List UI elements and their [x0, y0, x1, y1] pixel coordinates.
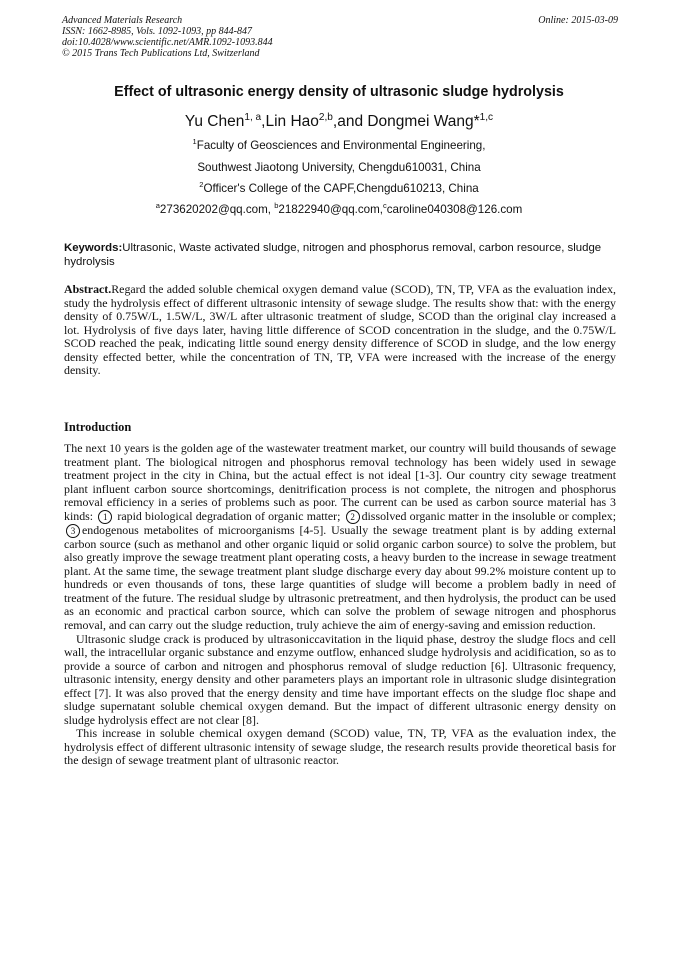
email-line: [0, 203, 678, 216]
abstract: [64, 283, 616, 378]
copyright-line: © 2015 Trans Tech Publications Ltd, Switzerland: [62, 48, 260, 59]
affiliation-2: [0, 182, 678, 195]
author-affil-mark: 2,b: [318, 111, 333, 123]
affiliation-1-line-2: Southwest Jiaotong University, Chengdu610031, China: [197, 161, 481, 174]
circled-number: 2: [346, 510, 360, 524]
introduction-heading: Introduction: [64, 420, 132, 434]
author-name: ,and Dongmei Wang*: [332, 113, 480, 130]
email-mark: a: [155, 201, 160, 211]
author-name: Yu Chen: [184, 113, 245, 130]
paragraph-text: endogenous metabolites of microorganisms [4-5]. Usually the sewage treatment plant is by adding external carbon source (such as methanol and other organic liquid or solid organic carbon source) to solve the problem, but also greatly improve the sewage treatment plant operating costs, a heavy burden to the increase in sewage treatment plant. At the same time, the sewage treatment plant sludge discharge every day about 99.2% moisture content up to hundreds or even thousands of tons, these large quantities of sludge will become a problem badly in need of treatment of the future. The residual sludge by ultrasonic pretreatment, and then hydrolysis, the product can be used as an economic and practical carbon source, which can solve the problem of sewage nitrogen and phosphorus removal, and can carry out the sludge reduction, truly achieve the aim of energy-saving and emission reduction.: [64, 522, 616, 633]
intro-paragraph-2: Ultrasonic sludge crack is produced by ultrasoniccavitation in the liquid phase, destroy the sludge flocs and cell wall, the intracellular organic substance and enzyme outflow, enhanced sludge hydrolysis and acidification, so as to provide a source of carbon and nitrogen and phosphorus removal of sludge reduction [6]. Ultrasonic frequency, ultrasonic intensity, energy density and other parameters plays an important role in ultrasonic sludge disintegration effect [7]. It was also proved that the energy density and time have important effects on the sludge floc shape and sludge supernatant soluble chemical oxygen demand. But the impact of different ultrasonic energy density on sludge hydrolysis effect are not clear [8].: [64, 631, 616, 727]
online-date: Online: 2015-03-09: [538, 15, 618, 26]
circled-number: 1: [98, 510, 112, 524]
journal-name: Advanced Materials Research: [62, 15, 183, 26]
journal-header: [62, 15, 618, 59]
email-b: 21822940@qq.com,: [278, 203, 383, 216]
affil-mark: 2: [199, 180, 204, 190]
affil-text: Faculty of Geosciences and Environmental Engineering,: [196, 139, 486, 152]
affiliation-1-line-1: [0, 139, 678, 152]
introduction-body: [64, 442, 616, 768]
email-mark: c: [382, 201, 387, 211]
circled-number: 3: [66, 524, 80, 538]
email-mark: b: [274, 201, 279, 211]
issn-line: ISSN: 1662-8985, Vols. 1092-1093, pp 844-847: [62, 26, 252, 37]
author-affil-mark: 1, a: [244, 111, 262, 123]
author-name: ,Lin Hao: [261, 113, 319, 130]
author-affil-mark: 1,c: [479, 111, 494, 123]
email-a: 273620202@qq.com,: [159, 203, 275, 216]
abstract-text: Regard the added soluble chemical oxygen demand value (SCOD), TN, TP, VFA as the evaluation index, study the hydrolysis effect of different ultrasonic intensity of sewage sludge. The results show that: with the energy density of 0.75W/L, 1.5W/L, 3W/L after ultrasonic treatment of sludge, SCOD than the original clay increased a lot. Hydrolysis of five days later, having little difference of SCOD concentration in the sludge, and the 0.75W/L SCOD reached the peak, indicating little sound energy density difference of SCOD in sludge, and the low energy density effected better, while the concentration of TN, TP, VFA were increased with the increase of the energy density.: [64, 282, 616, 378]
affil-mark: 1: [192, 137, 197, 147]
keywords: [64, 241, 616, 269]
keywords-text: Ultrasonic, Waste activated sludge, nitrogen and phosphorus removal, carbon resource, sludge hydrolysis: [64, 242, 602, 268]
abstract-label: Abstract.: [64, 282, 112, 296]
paper-title: Effect of ultrasonic energy density of ultrasonic sludge hydrolysis: [114, 84, 564, 100]
intro-paragraph-1: [64, 442, 616, 633]
affil-text: Officer's College of the CAPF,Chengdu610213, China: [203, 182, 479, 195]
author-list: [0, 113, 678, 131]
intro-paragraph-3: This increase in soluble chemical oxygen demand (SCOD) value, TN, TP, VFA as the evaluation index, the hydrolysis effect of different ultrasonic intensity of sewage sludge, the research results provide theoretical basis for the design of sewage treatment plant of ultrasonic reactor.: [64, 726, 616, 768]
paragraph-text: The next 10 years is the golden age of the wastewater treatment market, our country will build thousands of sewage treatment plant. The biological nitrogen and phosphorus removal technology has been widely used in sewage treatment project in the city in China, but the actual effect is not ideal [1-3]. Our country city sewage treatment plant influent carbon source shortcomings, denitrification process is not complete, the nitrogen and phosphorus removal efficiency in a series of problems such as poor. The current can be used as carbon source material has 3 kinds:: [64, 441, 616, 523]
email-c: caroline040308@126.com: [386, 203, 523, 216]
keywords-label: Keywords:: [64, 242, 123, 254]
paragraph-text: rapid biological degradation of organic matter;: [114, 508, 344, 523]
paragraph-text: dissolved organic matter in the insoluble or complex;: [361, 508, 616, 523]
doi-line: doi:10.4028/www.scientific.net/AMR.1092-1093.844: [62, 37, 273, 48]
